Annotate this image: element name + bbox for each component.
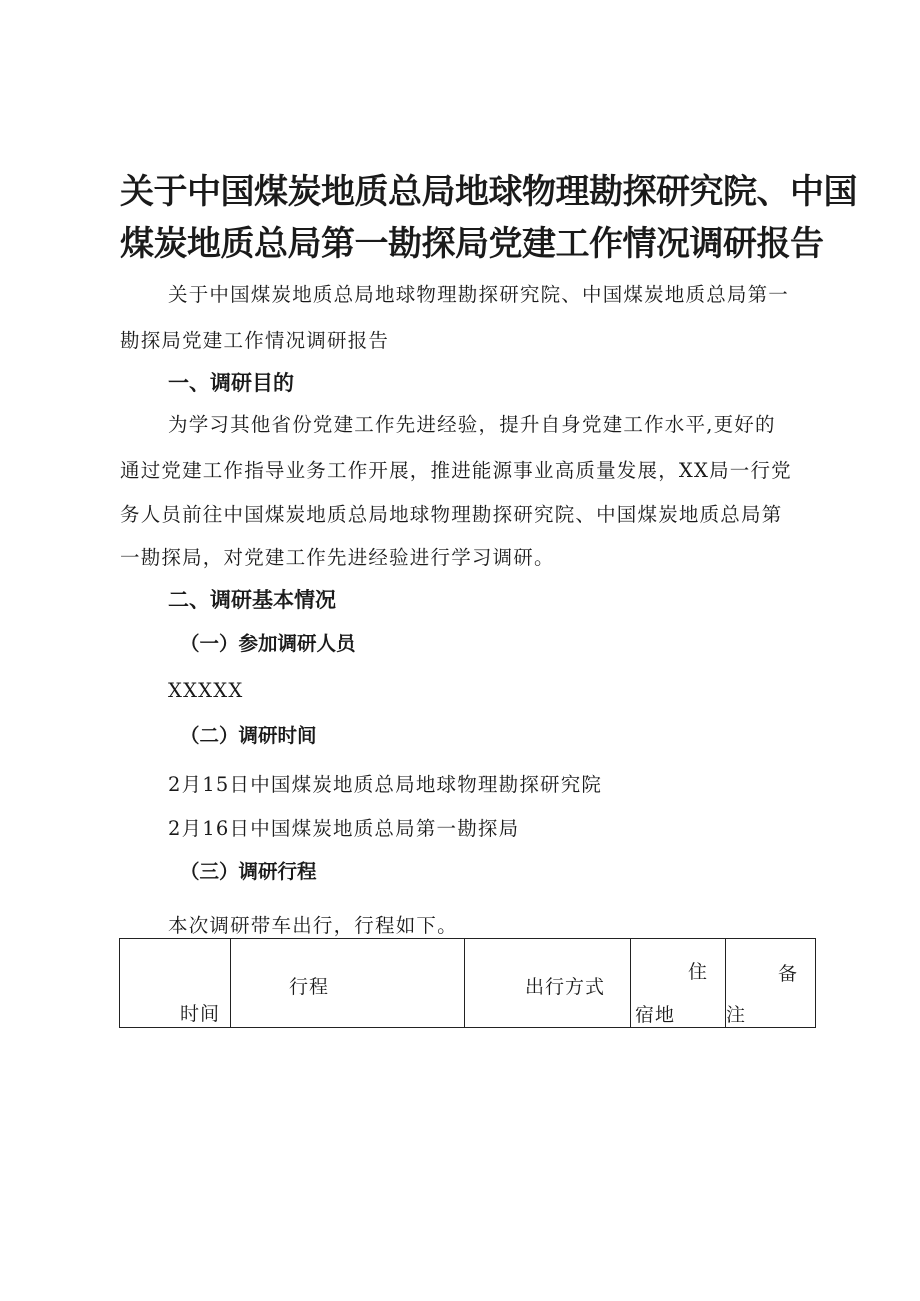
- research-date-line: 2月15日中国煤炭地质总局地球物理勘探研究院: [168, 773, 603, 796]
- section-1-paragraph-line: 为学习其他省份党建工作先进经验，提升自身党建工作水平,更好的: [168, 413, 776, 436]
- subsection-time-heading: （二）调研时间: [180, 724, 317, 747]
- table-header-lodging-label-part2: 宿地: [635, 1004, 676, 1026]
- document-title-line-1: 关于中国煤炭地质总局地球物理勘探研究院、中国: [120, 172, 857, 212]
- section-1-paragraph-line: 一勘探局，对党建工作先进经验进行学习调研。: [120, 546, 555, 569]
- section-2-heading: 二、调研基本情况: [168, 588, 336, 612]
- research-date-line: 2月16日中国煤炭地质总局第一勘探局: [168, 817, 520, 840]
- table-header-transport: [465, 939, 631, 1028]
- section-1-paragraph-line: 务人员前往中国煤炭地质总局地球物理勘探研究院、中国煤炭地质总局第: [120, 503, 783, 526]
- table-header-route-label: 行程: [289, 976, 330, 998]
- subsection-itinerary-heading: （三）调研行程: [180, 860, 317, 883]
- table-header-route: [231, 939, 465, 1028]
- table-header-remarks-label-part1: 备: [778, 963, 799, 985]
- table-header-time: [120, 939, 231, 1028]
- subsection-participants-heading: （一）参加调研人员: [180, 632, 356, 655]
- table-header-remarks-label-part2: 注: [726, 1004, 747, 1026]
- section-1-heading: 一、调研目的: [168, 371, 294, 395]
- table-header-row: [120, 939, 816, 1028]
- itinerary-intro: 本次调研带车出行，行程如下。: [168, 914, 458, 937]
- itinerary-table: [119, 938, 816, 1028]
- document-title-line-2: 煤炭地质总局第一勘探局党建工作情况调研报告: [120, 224, 824, 264]
- table-header-lodging-label-part1: 住: [688, 961, 709, 983]
- table-header-lodging: [631, 939, 726, 1028]
- section-1-paragraph-line: 通过党建工作指导业务工作开展，推进能源事业高质量发展，XX局一行党: [120, 459, 792, 482]
- table-header-transport-label: 出行方式: [525, 976, 606, 998]
- intro-line-2: 勘探局党建工作情况调研报告: [120, 329, 390, 352]
- participants-content: XXXXX: [168, 679, 244, 702]
- intro-line-1: 关于中国煤炭地质总局地球物理勘探研究院、中国煤炭地质总局第一: [168, 283, 790, 306]
- table-header-remarks: [726, 939, 816, 1028]
- table-header-time-label: 时间: [180, 1003, 221, 1025]
